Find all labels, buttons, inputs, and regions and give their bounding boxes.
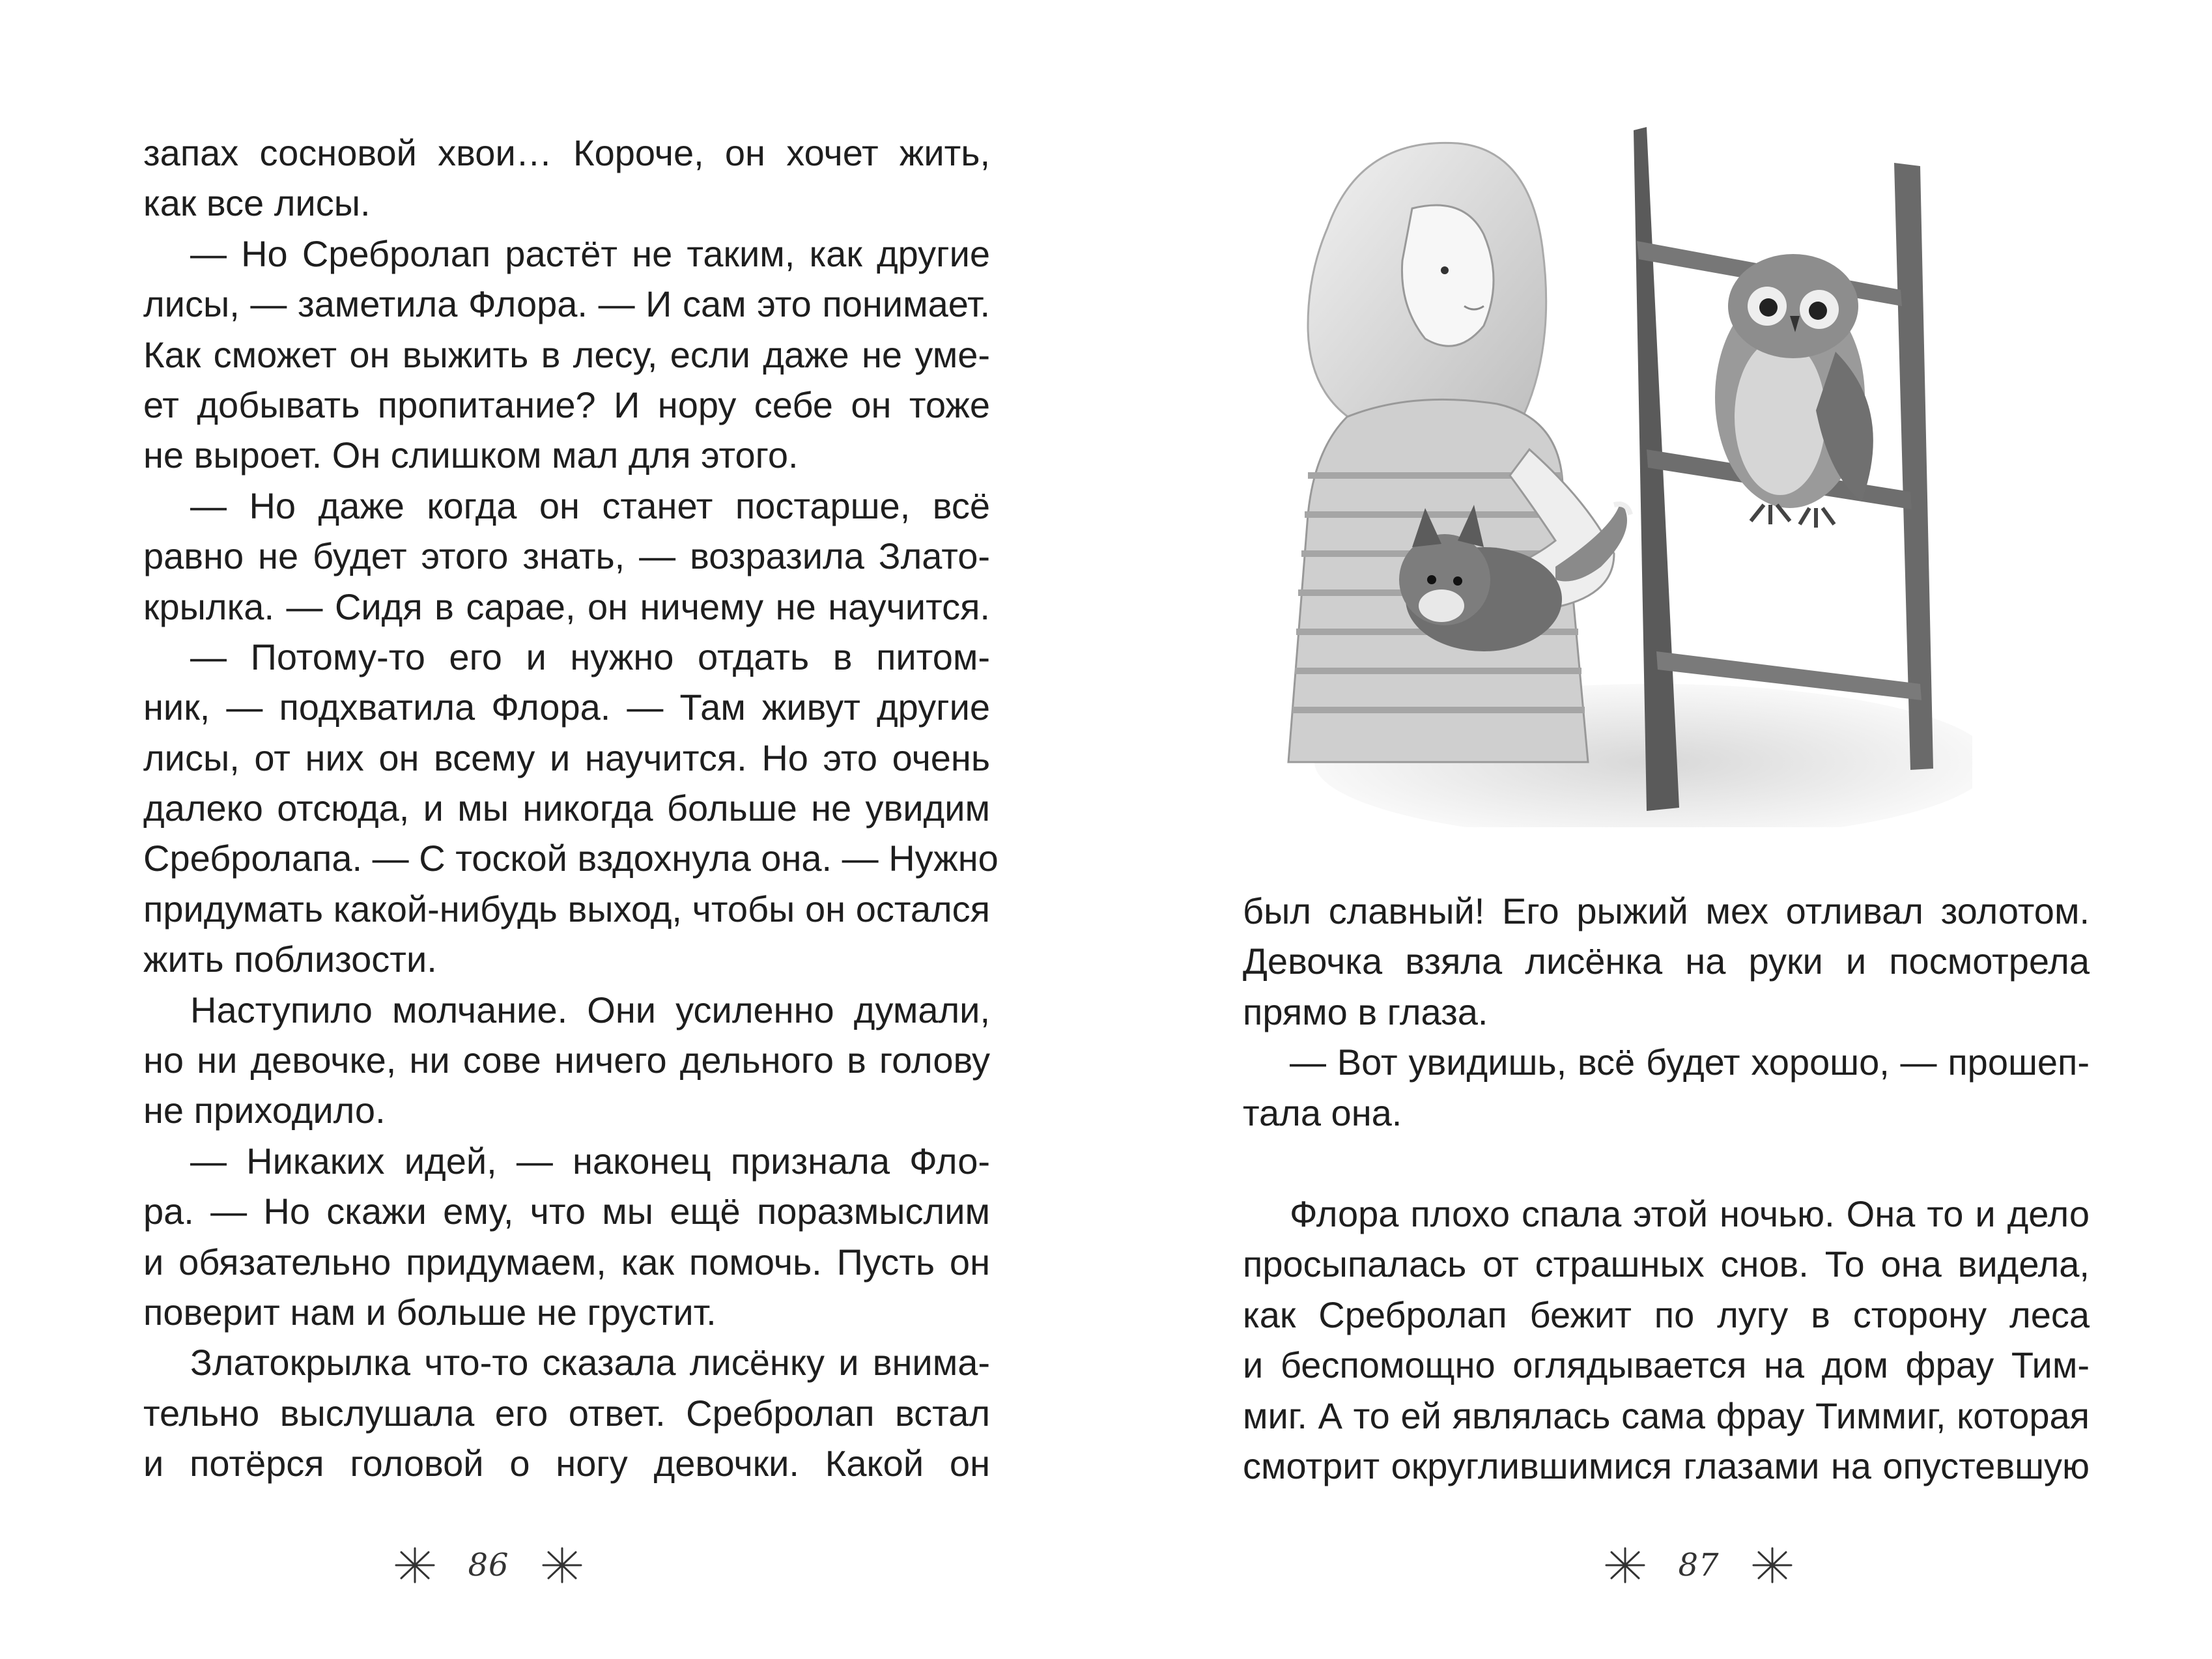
- text-line: запах сосновой хвои… Короче, он хочет жить,: [143, 132, 990, 173]
- right-page-text-section: [1243, 1189, 2090, 1491]
- text-line: ра. — Но скажи ему, что мы ещё поразмыслим: [143, 1191, 990, 1232]
- star-ornament-icon: [1750, 1546, 1795, 1585]
- text-line: лисы, от них он всему и научится. Но это очень: [143, 737, 990, 778]
- star-ornament-icon: [392, 1546, 438, 1585]
- text-line: Как сможет он выжить в лесу, если даже не уме-: [143, 333, 990, 375]
- text-line: прямо в глаза.: [1243, 991, 1488, 1032]
- text-line: — Никаких идей, — наконец признала Фло-: [190, 1140, 990, 1182]
- right-page: [1106, 0, 2212, 1659]
- page-number-ornament: [378, 1536, 599, 1595]
- page-number: 87: [1678, 1547, 1720, 1583]
- text-line: не приходило.: [143, 1090, 386, 1131]
- text-line: просыпалась от страшных снов. То она видела,: [1243, 1243, 2090, 1285]
- text-line: Сребролапа. — С тоской вздохнула она. — Нужно: [143, 838, 999, 879]
- star-ornament-icon: [1602, 1546, 1648, 1585]
- page-number-ornament: [1588, 1536, 1809, 1595]
- text-line: — Но Сребролап растёт не таким, как другие: [190, 233, 990, 274]
- page-number: 86: [468, 1547, 509, 1583]
- text-line: — Вот увидишь, всё будет хорошо, — прошеп-: [1290, 1042, 2090, 1083]
- left-page-text: [143, 128, 999, 1489]
- text-line: смотрит округлившимися глазами на опустевшую: [1243, 1445, 2090, 1486]
- text-line: ник, — подхватила Флора. — Там живут другие: [143, 687, 990, 728]
- text-line: лисы, — заметила Флора. — И сам это понимает.: [143, 283, 990, 325]
- text-line: придумать какой-нибудь выход, чтобы он остался: [143, 888, 990, 929]
- right-page-text-upper: [1243, 886, 2090, 1138]
- star-ornament-icon: [539, 1546, 585, 1585]
- text-line: Флора плохо спала этой ночью. Она то и дело: [1290, 1193, 2090, 1234]
- text-line: Наступило молчание. Они усиленно думали,: [190, 989, 990, 1030]
- text-line: равно не будет этого знать, — возразила Злато-: [143, 535, 990, 577]
- text-line: был славный! Его рыжий мех отливал золотом.: [1243, 890, 2090, 931]
- text-line: тельно выслушала его ответ. Сребролап встал: [143, 1392, 990, 1434]
- text-line: Златокрылка что-то сказала лисёнку и внима-: [190, 1342, 990, 1383]
- girl-fox-owl-illustration-icon: [1249, 111, 1972, 827]
- text-line: тала она.: [1243, 1092, 1402, 1133]
- text-line: ет добывать пропитание? И нору себе он тоже: [143, 384, 990, 425]
- text-line: не выроет. Он слишком мал для этого.: [143, 434, 799, 476]
- text-line: Девочка взяла лисёнка на руки и посмотрела: [1243, 941, 2090, 982]
- text-line: как Сребролап бежит по лугу в сторону леса: [1243, 1294, 2090, 1335]
- text-line: и потёрся головой о ногу девочки. Какой он: [143, 1443, 990, 1484]
- text-line: как все лисы.: [143, 182, 371, 224]
- text-line: и беспомощно оглядывается на дом фрау Тим-: [1243, 1344, 2090, 1386]
- text-line: но ни девочке, ни сове ничего дельного в голову: [143, 1040, 990, 1081]
- text-line: крылка. — Сидя в сарае, он ничему не научится.: [143, 586, 990, 627]
- text-line: далеко отсюда, и мы никогда больше не увидим: [143, 787, 990, 829]
- text-line: — Потому-то его и нужно отдать в питом-: [190, 636, 990, 677]
- text-line: и обязательно придумаем, как помочь. Пусть он: [143, 1241, 990, 1283]
- text-line: поверит нам и больше не грустит.: [143, 1291, 716, 1333]
- text-line: жить поблизости.: [143, 939, 437, 980]
- text-line: миг. А то ей являлась сама фрау Тиммиг, которая: [1243, 1395, 2090, 1436]
- text-line: — Но даже когда он станет постарше, всё: [190, 485, 990, 526]
